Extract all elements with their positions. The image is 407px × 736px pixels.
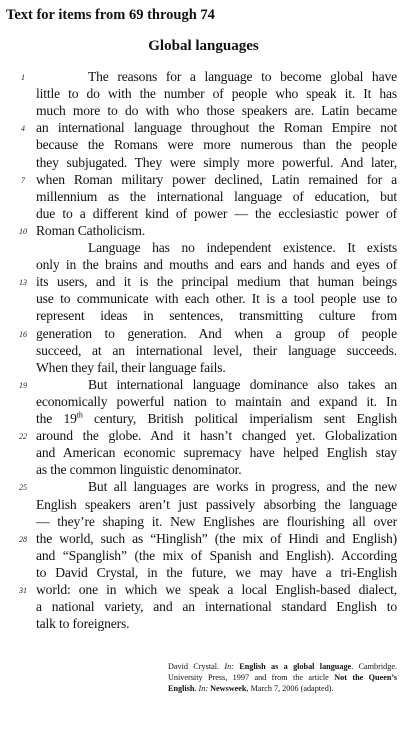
text-line: a national variety, and an international standard English to bbox=[36, 599, 397, 615]
text-line: represent ideas in sentences, transmitting culture from bbox=[36, 308, 397, 324]
text-line: around the globe. And it hasn’t changed yet. Globalization bbox=[36, 428, 397, 444]
line-number: 13 bbox=[19, 278, 27, 288]
line-number: 10 bbox=[19, 226, 27, 236]
citation-article-title: Not the Queen’s English bbox=[168, 673, 398, 693]
line-number: 31 bbox=[19, 586, 27, 595]
citation: David Crystal. In: English as a global language. Cambridge. University Press, 1997 and from the article Not the Queen’s English. In: Newsweek, March 7, 2006 (adapted). bbox=[168, 662, 398, 693]
text-line: and American economic supremacy have helped English stay bbox=[36, 445, 397, 461]
text-line: When they fail, their language fails. bbox=[36, 359, 226, 375]
text-line: talk to foreigners. bbox=[36, 616, 130, 632]
text-line: because the Romans were more numerous than the people bbox=[36, 137, 397, 153]
text-line: its users, and it is the principal medium that human beings bbox=[36, 274, 397, 290]
citation-in-2: In: bbox=[198, 684, 209, 693]
line-number: 28 bbox=[19, 534, 27, 544]
line-number: 4 bbox=[21, 124, 25, 134]
line-number: 7 bbox=[21, 175, 25, 185]
text-line: and “Spanglish” (the mix of Spanish and English). According bbox=[36, 547, 397, 563]
text-line: Language has no independent existence. It exists bbox=[88, 240, 397, 255]
text-title: Global languages bbox=[148, 38, 259, 54]
citation-publisher: . Cambridge. University Press, 1997 and from the article bbox=[168, 662, 397, 682]
text-line: use to communicate with each other. It is a tool people use to bbox=[36, 291, 397, 307]
text-line: English speakers aren’t just passively absorbing the language bbox=[36, 496, 397, 512]
text-line: But international language dominance also takes an bbox=[88, 376, 397, 392]
text-line: the world, such as “Hinglish” (the mix of Hindi and English) bbox=[36, 530, 397, 546]
line-number: 19 bbox=[19, 380, 27, 390]
text-line: — they’re shaping it. New Englishes are flourishing all over bbox=[36, 513, 397, 529]
text-line: But all languages are works in progress, and the new bbox=[88, 479, 397, 495]
citation-date: , March 7, 2006 (adapted). bbox=[246, 684, 334, 693]
text-line: millennium as the international language of education, but bbox=[36, 188, 397, 204]
text-line: as the common linguistic denominator. bbox=[36, 462, 242, 478]
text-line: little to do with the number of people who speak it. It has bbox=[36, 86, 397, 102]
text-line: The reasons for a language to become global have bbox=[88, 69, 397, 84]
text-line: only in the brains and mouths and ears and hands and eyes of bbox=[36, 257, 397, 273]
text-line: they subjugated. They were simply more powerful. And later, bbox=[36, 154, 397, 170]
text-line: generation to generation. And when a group of people bbox=[36, 325, 397, 341]
text-line: when Roman military power declined, Latin remained for a bbox=[36, 171, 397, 187]
text-line: Roman Catholicism. bbox=[36, 222, 146, 238]
text-line: succeed, at an international level, their language succeeds. bbox=[36, 342, 397, 358]
line-number: 1 bbox=[21, 73, 25, 82]
line-number: 16 bbox=[19, 329, 27, 339]
text-line: to David Crystal, in the future, we may have a tri-English bbox=[36, 564, 397, 580]
text-line: economically powerful nation to maintain and expand it. In bbox=[36, 393, 397, 409]
text-line: world: one in which we speak a local English-based dialect, bbox=[36, 582, 397, 597]
text-line: much more to do with who those speakers are. Latin became bbox=[36, 103, 397, 119]
text-line: the 19th century, British political imperialism sent English bbox=[36, 410, 397, 426]
text-line: due to a different kind of power — the ecclesiastic power of bbox=[36, 205, 397, 221]
citation-book-title: English as a global language bbox=[239, 662, 352, 671]
items-header: Text for items from 69 through 74 bbox=[6, 7, 215, 23]
text-line: an international language throughout the Roman Empire not bbox=[36, 120, 397, 136]
citation-in-1: In: bbox=[224, 662, 234, 671]
line-number: 25 bbox=[19, 483, 27, 493]
citation-author: David Crystal. bbox=[168, 662, 220, 671]
line-number: 22 bbox=[19, 432, 27, 442]
citation-magazine: Newsweek bbox=[210, 684, 247, 693]
